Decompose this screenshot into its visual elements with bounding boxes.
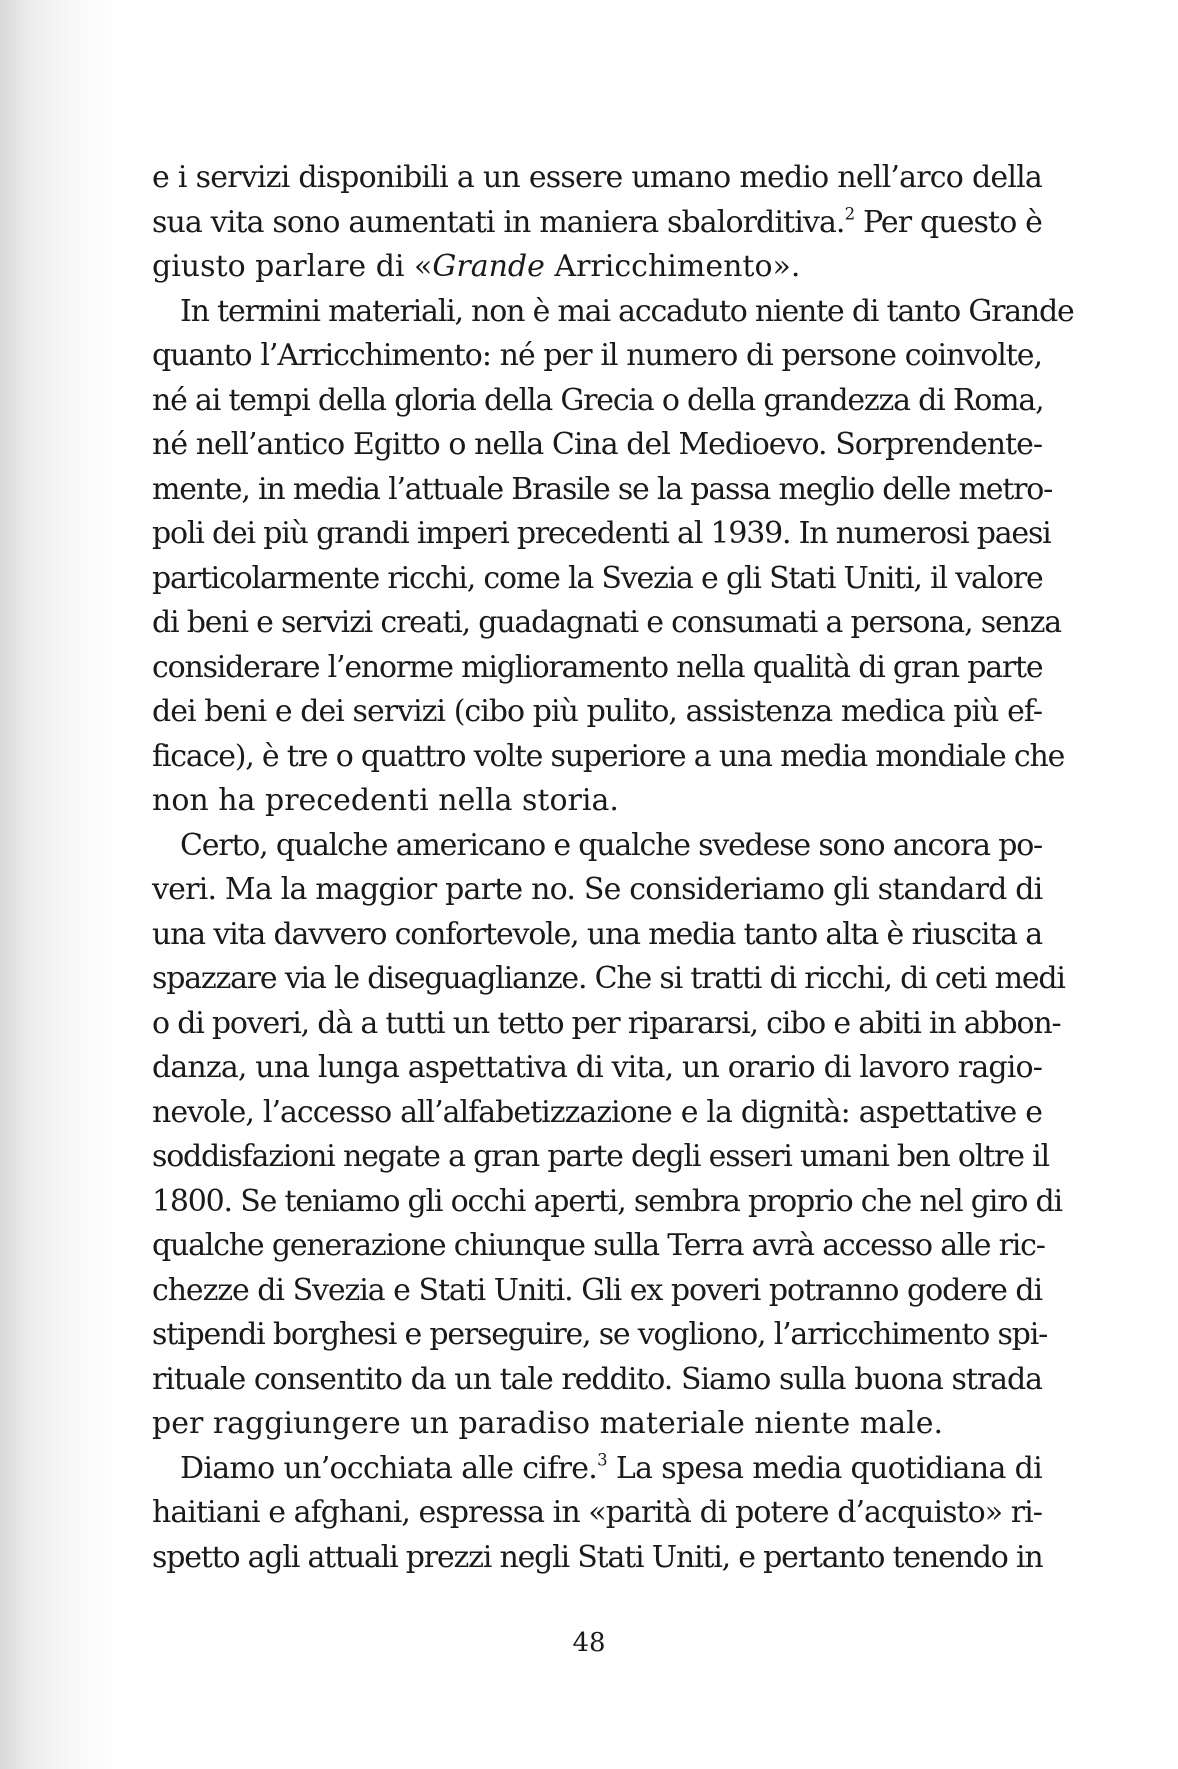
- text-line-main: spazzare via le diseguaglianze. Che si tratti di ricchi, di ceti medi: [152, 961, 1065, 996]
- text-line-main: haitiani e afghani, espressa in «parità di potere d’acquisto» ri-: [152, 1495, 1042, 1530]
- text-line-continuation: Per questo è: [854, 204, 1043, 240]
- text-line-main: poli dei più grandi imperi precedenti al 1939. In numerosi paesi: [152, 516, 1051, 551]
- page-number: 48: [572, 1628, 606, 1658]
- text-line: [152, 245, 1042, 290]
- text-line: [152, 557, 1042, 602]
- text-line-continuation: La spesa media quotidiana di: [606, 1450, 1042, 1486]
- text-line: [152, 1180, 1062, 1225]
- text-line: [152, 1447, 1042, 1492]
- text-line-main: spetto agli attuali prezzi negli Stati Uniti, e pertanto tenendo in: [152, 1539, 1043, 1575]
- text-line: [152, 1091, 1042, 1136]
- text-line-main: In termini materiali, non è mai accaduto niente di tanto Grande: [180, 293, 1074, 329]
- text-line: [152, 1224, 1045, 1269]
- text-line: [152, 1269, 1042, 1314]
- text-line: [152, 1002, 1061, 1047]
- text-line: [152, 1046, 1042, 1091]
- text-line: [152, 779, 1042, 824]
- text-line-main: 1800. Se teniamo gli occhi aperti, sembra proprio che nel giro di: [152, 1183, 1062, 1219]
- text-line-main: né nell’antico Egitto o nella Cina del Medioevo. Sorprendente-: [152, 427, 1042, 462]
- text-line-main: rituale consentito da un tale reddito. Siamo sulla buona strada: [152, 1361, 1042, 1397]
- text-line-main: Diamo un’occhiata alle cifre.: [180, 1450, 598, 1486]
- text-line-main: veri. Ma la maggior parte no. Se consideriamo gli standard di: [152, 872, 1043, 907]
- text-line-main: danza, una lunga aspettativa di vita, un orario di lavoro ragio-: [152, 1050, 1042, 1085]
- text-line: [152, 1402, 1042, 1447]
- text-line: [152, 1358, 1042, 1403]
- text-line-main: una vita davvero confortevole, una media tanto alta è riuscita a: [152, 916, 1042, 952]
- body-text: [152, 156, 1074, 1580]
- text-line-main: e i servizi disponibili a un essere umano medio nell’arco della: [152, 160, 1042, 195]
- text-line-main: chezze di Svezia e Stati Uniti. Gli ex poveri potranno godere di: [152, 1272, 1042, 1308]
- text-line-main: mente, in media l’attuale Brasile se la passa meglio delle metro-: [152, 471, 1053, 507]
- text-line-main: né ai tempi della gloria della Grecia o della grandezza di Roma,: [152, 382, 1044, 418]
- text-line-main: per raggiungere un paradiso materiale niente male.: [152, 1406, 943, 1441]
- text-line-main: non ha precedenti nella storia.: [152, 783, 619, 818]
- text-line-main: Certo, qualche americano e qualche svedese sono ancora po-: [180, 827, 1042, 863]
- text-line: [152, 379, 1042, 424]
- text-line-main: stipendi borghesi e perseguire, se vogliono, l’arricchimento spi-: [152, 1317, 1048, 1352]
- text-line: [152, 423, 1042, 468]
- text-line: [152, 334, 1042, 379]
- text-line: [152, 646, 1042, 691]
- italic-term: Grande: [432, 249, 545, 284]
- text-line: [152, 913, 1042, 958]
- text-line-main: qualche generazione chiunque sulla Terra avrà accesso alle ric-: [152, 1228, 1045, 1263]
- text-line-main: soddisfazioni negate a gran parte degli esseri umani ben oltre il: [152, 1139, 1049, 1174]
- text-line-main: o di poveri, dà a tutti un tetto per ripararsi, cibo e abiti in abbon-: [152, 1005, 1061, 1041]
- text-line-continuation: Arricchimento».: [544, 249, 801, 284]
- text-line: [152, 201, 1042, 246]
- text-line-main: sua vita sono aumentati in maniera sbalorditiva.: [152, 204, 845, 240]
- text-line: [152, 512, 1051, 557]
- text-line: [152, 1536, 1042, 1581]
- text-line-main: dei beni e dei servizi (cibo più pulito, assistenza medica più ef-: [152, 694, 1042, 729]
- text-line: [152, 824, 1042, 869]
- text-line: [152, 868, 1042, 913]
- text-line-main: quanto l’Arricchimento: né per il numero di persone coinvolte,: [152, 338, 1042, 373]
- text-line-main: di beni e servizi creati, guadagnati e consumati a persona, senza: [152, 605, 1061, 640]
- text-line: [152, 468, 1053, 513]
- text-line: [152, 690, 1042, 735]
- text-line-main: particolarmente ricchi, come la Svezia e gli Stati Uniti, il valore: [152, 560, 1043, 596]
- text-line: [152, 156, 1042, 201]
- text-line: [152, 601, 1061, 646]
- footnote-marker[interactable]: 3: [597, 1450, 607, 1470]
- text-line-main: nevole, l’accesso all’alfabetizzazione e la dignità: aspettative e: [152, 1094, 1042, 1130]
- footnote-marker[interactable]: 2: [844, 204, 855, 224]
- text-line-main: giusto parlare di «: [152, 249, 433, 284]
- text-line-main: considerare l’enorme miglioramento nella qualità di gran parte: [152, 649, 1043, 685]
- text-line: [152, 1135, 1049, 1180]
- text-line: [152, 1313, 1048, 1358]
- text-line-main: ficace), è tre o quattro volte superiore a una media mondiale che: [152, 738, 1065, 774]
- text-line: [152, 957, 1065, 1002]
- text-line: [152, 1491, 1042, 1536]
- text-line: [152, 735, 1065, 780]
- text-line: [152, 290, 1074, 335]
